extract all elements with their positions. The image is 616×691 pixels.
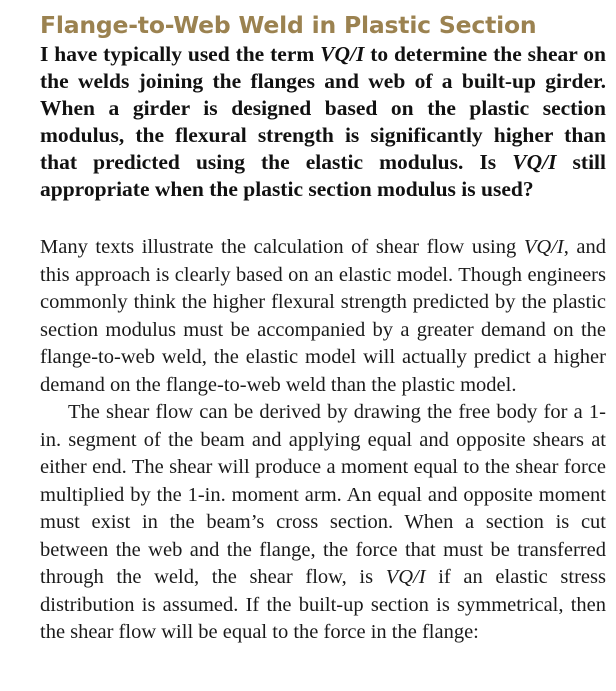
question-part-1: I have typically used the term	[40, 42, 321, 66]
answer-paragraph-2	[40, 399, 606, 647]
article	[40, 10, 606, 647]
question-vqi-1: VQ/I	[320, 42, 365, 66]
question-text	[40, 41, 606, 203]
article-title: Flange-to-Web Weld in Plastic Section	[40, 11, 537, 39]
paragraph-2-part-1: The shear flow can be derived by drawing the free body for a 1-in. segment of the beam and applying equal and opposite shears at either end. The shear will produce a moment equal to the shear force multiplied by the 1-in. moment arm. An equal and opposite moment must exist in the beam’s cross section. When a section is cut between the web and the flange, the force that must be transferred through the weld, the shear flow, is	[40, 401, 606, 588]
paragraph-1-vqi: VQ/I	[523, 236, 564, 258]
question-part-2: to determine the shear on the welds joining the flanges and web of a built-up girder. When a girder is designed based on the plastic section modulus, the flexural strength is significantly higher than that predicted using the elastic modulus. Is	[40, 42, 606, 174]
answer-paragraph-1	[40, 234, 606, 399]
paragraph-2-vqi: VQ/I	[385, 566, 426, 588]
paragraph-1-part-1: Many texts illustrate the calculation of shear flow using	[40, 236, 524, 258]
question-vqi-2: VQ/I	[512, 150, 557, 174]
paragraph-1-part-2: , and this approach is clearly based on an elastic model. Though engineers commonly think the higher flexural strength predicted by the plastic section modulus must be accompanied by a greater demand on the flange-to-web weld, the elastic model will actually predict a higher demand on the flange-to-web weld than the plastic model.	[40, 236, 606, 396]
question-part-3: still appropriate when the plastic section modulus is used?	[40, 150, 606, 201]
paragraph-2-part-2: if an elastic stress distribution is assumed. If the built-up section is symmetrical, then the shear flow will be equal to the force in the flange:	[40, 566, 606, 643]
